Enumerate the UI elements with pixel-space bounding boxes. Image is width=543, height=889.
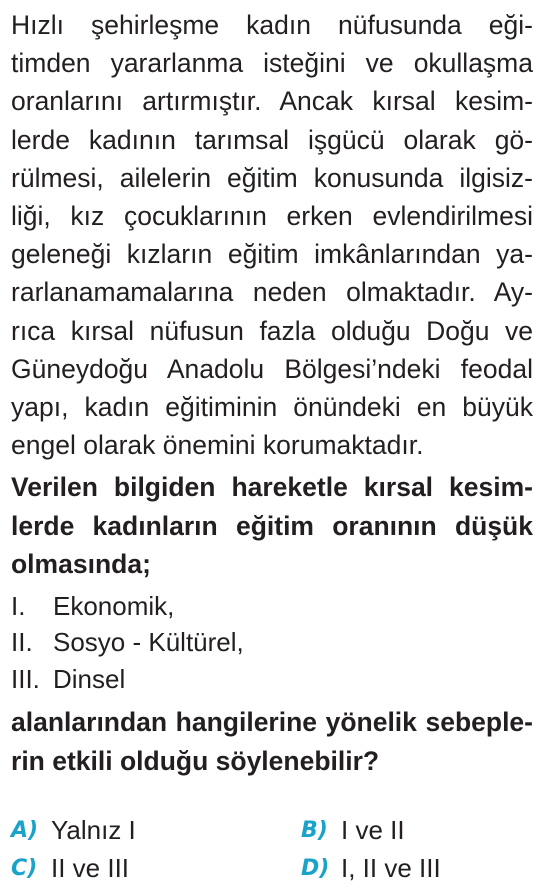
item-text: Dinsel	[53, 663, 126, 694]
option-a[interactable]	[11, 815, 301, 846]
options-row	[11, 811, 533, 849]
passage-text	[11, 0, 533, 464]
question-end	[11, 703, 533, 780]
question-stem	[11, 468, 533, 584]
question-line: Verilen bilgiden hareketle kırsal kesim-	[11, 472, 533, 503]
list-item	[11, 624, 533, 661]
option-text: I ve II	[341, 814, 405, 845]
item-number: I.	[11, 590, 26, 621]
passage-line: engel olarak önemini korumaktadır.	[11, 430, 424, 461]
question-line: rin etkili olduğu söylenebilir?	[11, 745, 380, 776]
item-number: II.	[11, 627, 33, 658]
option-letter: D)	[301, 855, 330, 881]
passage-line: oranlarını artırmıştır. Ancak kırsal kesim-	[11, 86, 533, 117]
roman-numeral-list	[11, 588, 533, 698]
option-b[interactable]	[301, 815, 533, 846]
passage-line: rarlanamamalarına neden olmaktadır. Ay-	[11, 277, 533, 308]
option-c[interactable]	[11, 853, 301, 884]
answer-options	[11, 811, 533, 887]
question-line: alanlarından hangilerine yönelik sebeple-	[11, 707, 533, 738]
item-number: III.	[11, 663, 40, 694]
passage-line: timden yararlanma isteğini ve okullaşma	[11, 48, 533, 79]
option-letter: B)	[301, 817, 328, 843]
options-row	[11, 849, 533, 887]
option-letter: A)	[11, 817, 39, 843]
list-item	[11, 588, 533, 625]
passage-line: lerde kadının tarımsal işgücü olarak gö-	[11, 124, 533, 155]
option-text: Yalnız I	[51, 814, 136, 845]
option-letter: C)	[11, 855, 38, 881]
passage-line: yapı, kadın eğitiminin önündeki en büyük	[11, 392, 533, 423]
passage-line: Güneydoğu Anadolu Bölgesi’ndeki feodal	[11, 353, 533, 384]
item-text: Sosyo - Kültürel,	[53, 627, 244, 658]
question-line: olmasında;	[11, 549, 151, 580]
list-item	[11, 661, 533, 698]
option-text: I, II ve III	[341, 852, 441, 883]
option-d[interactable]	[301, 853, 533, 884]
passage-line: rıca kırsal nüfusun fazla olduğu Doğu ve	[11, 315, 533, 346]
passage-line: liği, kız çocuklarının erken evlendirilmesi	[11, 201, 533, 232]
question-page	[11, 0, 533, 883]
option-text: II ve III	[51, 852, 130, 883]
item-text: Ekonomik,	[53, 590, 175, 621]
passage-line: Hızlı şehirleşme kadın nüfusunda eği-	[11, 10, 533, 40]
question-line: lerde kadınların eğitim oranının düşük	[11, 510, 533, 541]
passage-line: geleneği kızların eğitim imkânlarından ya-	[11, 239, 533, 270]
passage-line: rülmesi, ailelerin eğitim konusunda ilgisiz-	[11, 162, 533, 193]
